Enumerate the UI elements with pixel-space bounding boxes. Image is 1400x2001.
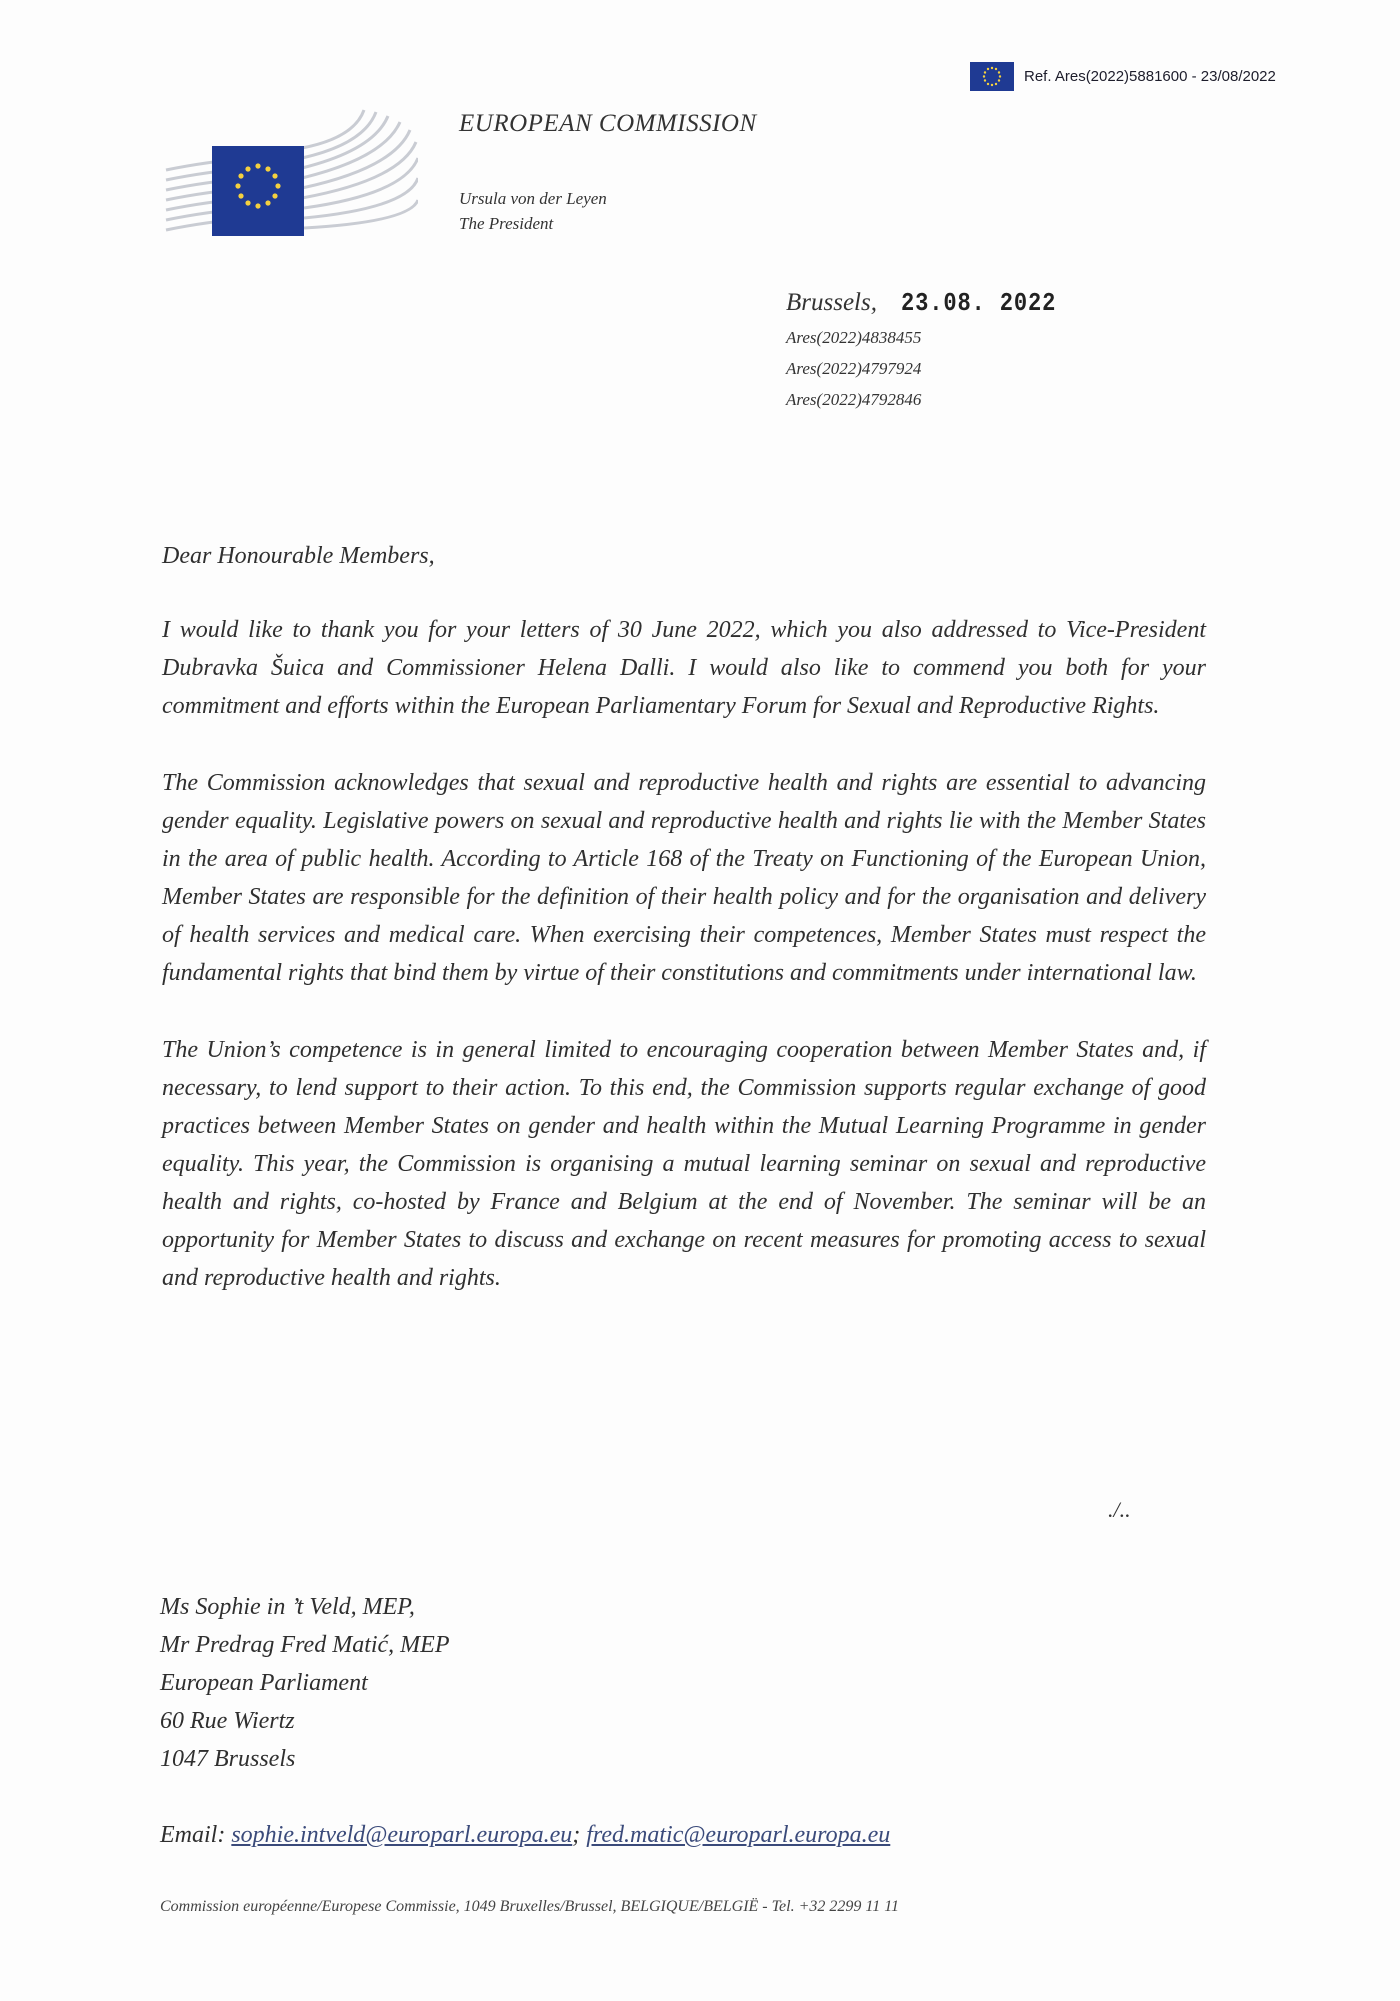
email-separator: ; (572, 1822, 587, 1848)
address-line: Ms Sophie in ’t Veld, MEP, (160, 1594, 415, 1620)
address-line: European Parliament (160, 1670, 368, 1696)
footer-address: Commission européenne/Europese Commissie, 1049 Bruxelles/Brussel, BELGIQUE/BELGIË - Tel. +32 2299 11 11 (160, 1898, 900, 1915)
signatory-title: The President (459, 214, 554, 233)
email-link-fred[interactable]: fred.matic@europarl.europa.eu (586, 1822, 891, 1848)
ares-reference: Ares(2022)4838455 (786, 328, 922, 347)
signatory-block (459, 186, 607, 236)
ares-reference: Ares(2022)4792846 (786, 390, 922, 409)
signatory-name: Ursula von der Leyen (459, 189, 607, 208)
ares-reference-list (786, 322, 1084, 415)
recipient-address (160, 1588, 450, 1778)
date-line (786, 288, 1084, 318)
salutation: Dear Honourable Members, (162, 543, 435, 569)
body-paragraph: The Union’s competence is in general limited to encouraging cooperation between Member States and, if necessary, to lend support to their action. To this end, the Commission supports regular exchange of good practices between Member States on gender and health within the Mutual Learning Programme in gender equality. This year, the Commission is organising a mutual learning seminar on sexual and reproductive health and rights, co-hosted by France and Belgium at the end of November. The seminar will be an opportunity for Member States to discuss and exchange on recent measures for promoting access to sexual and reproductive health and rights. (162, 1037, 1206, 1291)
address-line: 60 Rue Wiertz (160, 1708, 295, 1734)
letter-body (162, 537, 1206, 1336)
email-label: Email: (160, 1822, 232, 1848)
date-place: Brussels, (786, 289, 877, 316)
date-stamp: 23.08. 2022 (900, 288, 1057, 318)
organisation-name: EUROPEAN COMMISSION (459, 110, 757, 137)
body-paragraph: The Commission acknowledges that sexual and reproductive health and rights are essential to advancing gender equality. Legislative powers on sexual and reproductive health and rights lie with the Member States in the area of public health. According to Article 168 of the Treaty on Functioning of the European Union, Member States are responsible for the definition of their health policy and for the organisation and delivery of health services and medical care. When exercising their competences, Member States must respect the fundamental rights that bind them by virtue of their constitutions and commitments under international law. (162, 770, 1206, 986)
body-paragraph: I would like to thank you for your letters of 30 June 2022, which you also addressed to Vice-President Dubravka Šuica and Commissioner Helena Dalli. I would also like to commend you both for your commitment and efforts within the European Parliamentary Forum for Sexual and Reproductive Rights. (162, 617, 1206, 719)
eu-flag-icon (970, 62, 1014, 91)
ref-stamp (970, 62, 1276, 91)
ares-reference: Ares(2022)4797924 (786, 359, 922, 378)
ref-stamp-text: Ref. Ares(2022)5881600 - 23/08/2022 (1024, 68, 1276, 85)
continuation-mark: ./.. (1108, 1497, 1131, 1522)
date-block (786, 288, 1084, 415)
email-line (160, 1822, 890, 1849)
address-line: 1047 Brussels (160, 1746, 296, 1772)
address-line: Mr Predrag Fred Matić, MEP (160, 1632, 450, 1658)
european-commission-logo (164, 108, 418, 238)
email-link-sophie[interactable]: sophie.intveld@europarl.europa.eu (231, 1822, 573, 1848)
